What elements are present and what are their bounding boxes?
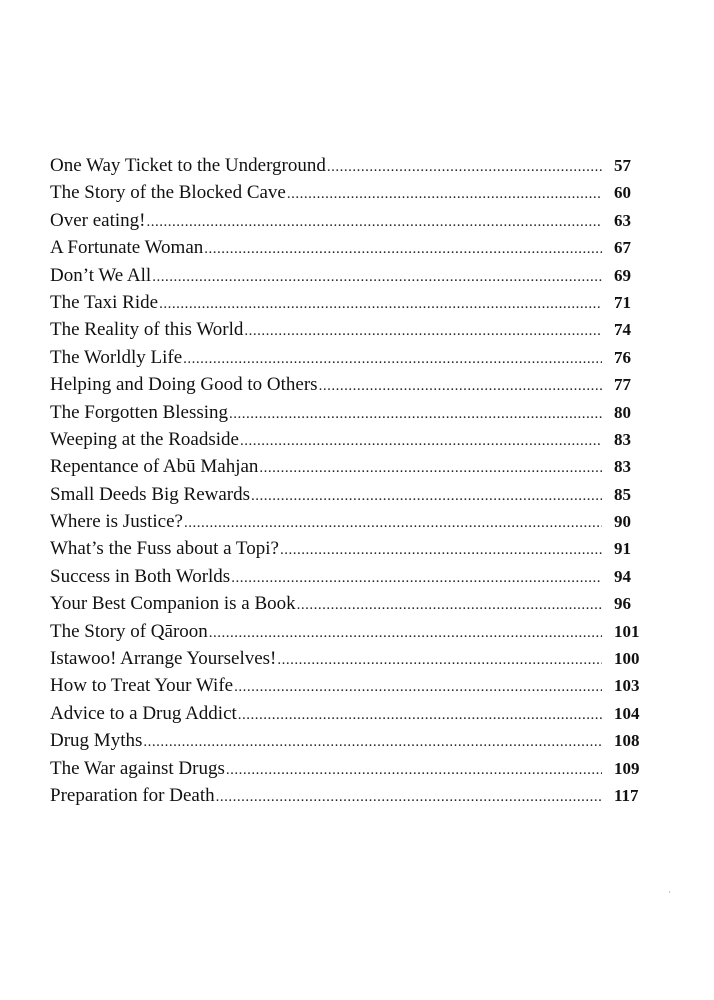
toc-entry-page: 77 <box>614 375 631 395</box>
toc-entry <box>50 399 660 426</box>
toc-dot-leader <box>234 674 602 701</box>
toc-dot-leader <box>327 154 602 181</box>
toc-entry <box>50 179 660 206</box>
toc-entry-title: What’s the Fuss about a Topi? <box>50 538 279 560</box>
toc-entry-page: 104 <box>614 703 640 723</box>
toc-entry-title: Don’t We All <box>50 264 152 286</box>
toc-entry <box>50 453 660 480</box>
toc-entry <box>50 618 660 645</box>
toc-entry <box>50 234 660 261</box>
toc-dot-leader <box>229 401 602 428</box>
toc-entry <box>50 152 660 179</box>
toc-entry-title: How to Treat Your Wife <box>50 675 234 697</box>
toc-entry-title: Your Best Companion is a Book <box>50 593 296 615</box>
toc-entry-title: One Way Ticket to the Underground <box>50 155 326 176</box>
toc-dot-leader <box>204 236 602 263</box>
toc-entry <box>50 508 660 535</box>
toc-entry <box>50 262 660 289</box>
toc-entry-page: 94 <box>614 566 631 586</box>
toc-entry <box>50 645 660 672</box>
toc-entry-page: 76 <box>614 347 631 367</box>
toc-entry-page: 100 <box>614 649 640 669</box>
toc-dot-leader <box>146 209 602 236</box>
toc-entry <box>50 563 660 590</box>
toc-entry-title: The War against Drugs <box>50 757 225 779</box>
toc-dot-leader <box>216 784 602 811</box>
toc-dot-leader <box>287 181 602 208</box>
toc-entry-title: Over eating! <box>50 209 146 231</box>
toc-dot-leader <box>280 537 602 564</box>
toc-entry <box>50 782 660 809</box>
toc-dot-leader <box>184 510 602 537</box>
toc-entry-page: 103 <box>614 676 640 696</box>
toc-entry-title: Repentance of Abū Mahjan <box>50 456 259 478</box>
toc-entry <box>50 700 660 727</box>
toc-entry-page: 91 <box>614 539 631 559</box>
toc-dot-leader <box>183 346 602 373</box>
toc-entry-page: 60 <box>614 183 631 203</box>
toc-entry <box>50 481 660 508</box>
toc-entry <box>50 755 660 782</box>
toc-entry <box>50 371 660 398</box>
toc-entry-title: The Reality of this World <box>50 319 244 341</box>
toc-entry-page: 85 <box>614 484 631 504</box>
toc-entry-page: 117 <box>614 785 639 805</box>
toc-entry-title: Helping and Doing Good to Others <box>50 374 318 396</box>
toc-entry <box>50 316 660 343</box>
toc-dot-leader <box>251 483 602 510</box>
toc-entry-title: The Story of the Blocked Cave <box>50 182 286 204</box>
toc-entry-page: 83 <box>614 429 631 449</box>
toc-entry-page: 67 <box>614 238 631 258</box>
toc-entry-title: A Fortunate Woman <box>50 237 204 259</box>
toc-entry-title: Where is Justice? <box>50 511 183 533</box>
toc-entry-title: Istawoo! Arrange Yourselves! <box>50 648 277 670</box>
toc-entry-page: 80 <box>614 402 631 422</box>
toc-dot-leader <box>297 592 602 619</box>
toc-entry-title: Advice to a Drug Addict <box>50 702 237 724</box>
toc-entry-page: 71 <box>614 292 631 312</box>
toc-dot-leader <box>152 264 602 291</box>
toc-entry-title: Drug Myths <box>50 730 143 752</box>
toc-entry <box>50 590 660 617</box>
toc-dot-leader <box>259 455 602 482</box>
toc-entry-page: 74 <box>614 320 631 340</box>
toc-entry-title: Preparation for Death <box>50 784 215 806</box>
toc-entry-page: 57 <box>614 156 631 175</box>
toc-dot-leader <box>277 647 602 674</box>
toc-dot-leader <box>209 620 602 647</box>
toc-entry <box>50 426 660 453</box>
toc-entry-page: 63 <box>614 210 631 230</box>
toc-dot-leader <box>238 702 602 729</box>
toc-entry-page: 109 <box>614 758 640 778</box>
toc-entry <box>50 672 660 699</box>
toc-dot-leader <box>244 318 602 345</box>
toc-entry-page: 69 <box>614 265 631 285</box>
toc-entry <box>50 535 660 562</box>
toc-dot-leader <box>226 757 602 784</box>
toc-dot-leader <box>319 373 602 400</box>
toc-entry-page: 108 <box>614 731 640 751</box>
toc-entry-title: The Taxi Ride <box>50 291 159 313</box>
scan-speck: · <box>668 888 671 897</box>
toc-entry-page: 96 <box>614 594 631 614</box>
toc-dot-leader <box>159 291 602 318</box>
toc-entry <box>50 727 660 754</box>
toc-entry-title: The Forgotten Blessing <box>50 401 229 423</box>
toc-dot-leader <box>231 565 602 592</box>
toc-dot-leader <box>143 729 602 756</box>
toc-entry <box>50 207 660 234</box>
toc-entry-title: The Worldly Life <box>50 346 183 368</box>
toc-entry-page: 101 <box>614 621 640 641</box>
toc-entry-title: Weeping at the Roadside <box>50 428 239 450</box>
toc-entry-title: Success in Both Worlds <box>50 565 231 587</box>
toc-entry-title: The Story of Qāroon <box>50 620 208 642</box>
toc-entry-title: Small Deeds Big Rewards <box>50 483 251 505</box>
toc-entry-page: 83 <box>614 457 631 477</box>
toc-entry <box>50 289 660 316</box>
toc-entry-page: 90 <box>614 512 631 532</box>
toc-dot-leader <box>240 428 602 455</box>
toc-entry <box>50 344 660 371</box>
table-of-contents <box>50 152 660 809</box>
